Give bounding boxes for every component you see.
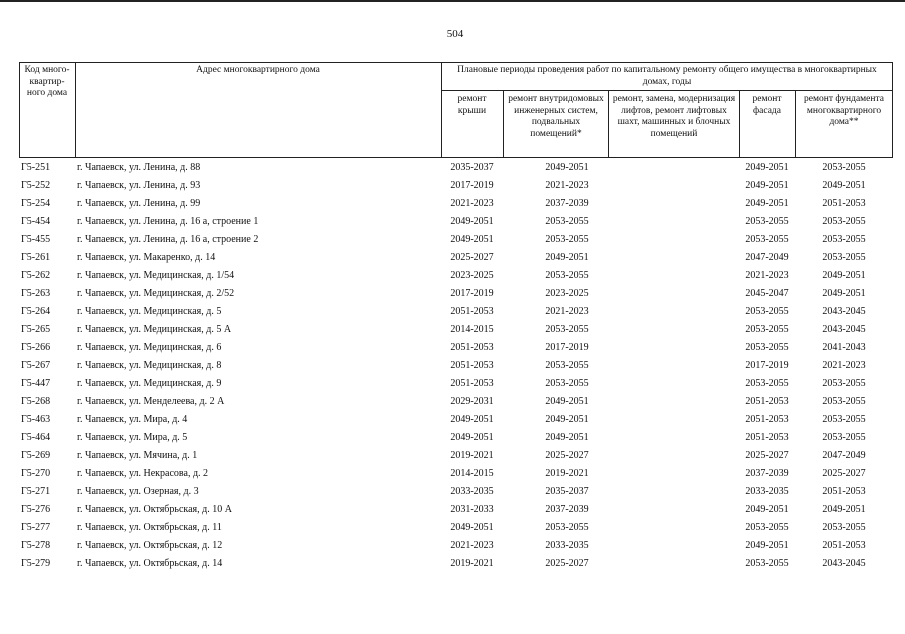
cell-foundation: 2053-2055 <box>822 522 866 533</box>
cell-engineering: 2021-2023 <box>545 180 589 191</box>
header-line-mid <box>441 90 893 91</box>
cell-roof: 2051-2053 <box>450 342 494 353</box>
header-line-v5 <box>739 90 740 158</box>
cell-facade: 2053-2055 <box>745 378 789 389</box>
cell-facade: 2049-2051 <box>745 162 789 173</box>
table-row <box>19 285 893 303</box>
table-header <box>19 62 893 158</box>
header-roof: ремонт крыши <box>457 94 487 116</box>
cell-address: г. Чапаевск, ул. Озерная, д. 3 <box>77 486 199 497</box>
table-row <box>19 375 893 393</box>
cell-foundation: 2053-2055 <box>822 162 866 173</box>
header-facade: ремонт фасада <box>752 94 782 116</box>
cell-facade: 2053-2055 <box>745 522 789 533</box>
table-row <box>19 159 893 177</box>
cell-roof: 2035-2037 <box>450 162 494 173</box>
cell-engineering: 2037-2039 <box>545 504 589 515</box>
header-periods: Плановые периоды проведения работ по капитальному ремонту общего имущества в многоквартирных домах, годы <box>457 65 877 87</box>
cell-foundation: 2049-2051 <box>822 504 866 515</box>
table-row <box>19 321 893 339</box>
cell-foundation: 2053-2055 <box>822 414 866 425</box>
cell-roof: 2017-2019 <box>450 180 494 191</box>
cell-address: г. Чапаевск, ул. Медицинская, д. 2/52 <box>77 288 235 299</box>
cell-roof: 2049-2051 <box>450 432 494 443</box>
table-row <box>19 213 893 231</box>
cell-foundation: 2051-2053 <box>822 540 866 551</box>
cell-engineering: 2049-2051 <box>545 432 589 443</box>
cell-engineering: 2053-2055 <box>545 234 589 245</box>
table-body <box>19 159 893 573</box>
cell-foundation: 2053-2055 <box>822 432 866 443</box>
table-row <box>19 447 893 465</box>
cell-engineering: 2049-2051 <box>545 252 589 263</box>
cell-engineering: 2049-2051 <box>545 414 589 425</box>
cell-facade: 2021-2023 <box>745 270 789 281</box>
header-code: Код много- квартир- ного дома <box>24 65 70 98</box>
cell-address: г. Чапаевск, ул. Мира, д. 5 <box>77 432 188 443</box>
cell-code: Г5-265 <box>21 324 51 335</box>
cell-code: Г5-254 <box>21 198 51 209</box>
cell-facade: 2049-2051 <box>745 180 789 191</box>
page-top-border <box>0 0 905 2</box>
cell-facade: 2025-2027 <box>745 450 789 461</box>
header-line-bottom <box>19 157 893 158</box>
cell-engineering: 2035-2037 <box>545 486 589 497</box>
cell-foundation: 2053-2055 <box>822 234 866 245</box>
cell-foundation: 2043-2045 <box>822 324 866 335</box>
cell-facade: 2045-2047 <box>745 288 789 299</box>
cell-roof: 2014-2015 <box>450 324 494 335</box>
cell-address: г. Чапаевск, ул. Октябрьская, д. 12 <box>77 540 223 551</box>
table-row <box>19 267 893 285</box>
cell-roof: 2021-2023 <box>450 540 494 551</box>
cell-address: г. Чапаевск, ул. Некрасова, д. 2 <box>77 468 209 479</box>
cell-address: г. Чапаевск, ул. Медицинская, д. 5 А <box>77 324 232 335</box>
cell-foundation: 2047-2049 <box>822 450 866 461</box>
header-line-v7 <box>892 62 893 158</box>
cell-code: Г5-263 <box>21 288 51 299</box>
cell-engineering: 2025-2027 <box>545 558 589 569</box>
cell-code: Г5-270 <box>21 468 51 479</box>
cell-facade: 2051-2053 <box>745 432 789 443</box>
cell-foundation: 2051-2053 <box>822 486 866 497</box>
cell-facade: 2047-2049 <box>745 252 789 263</box>
cell-roof: 2051-2053 <box>450 360 494 371</box>
cell-foundation: 2049-2051 <box>822 288 866 299</box>
cell-code: Г5-268 <box>21 396 51 407</box>
table-row <box>19 501 893 519</box>
cell-engineering: 2033-2035 <box>545 540 589 551</box>
cell-engineering: 2053-2055 <box>545 522 589 533</box>
cell-address: г. Чапаевск, ул. Ленина, д. 16 а, строение 2 <box>77 234 259 245</box>
cell-roof: 2025-2027 <box>450 252 494 263</box>
cell-engineering: 2017-2019 <box>545 342 589 353</box>
cell-roof: 2051-2053 <box>450 306 494 317</box>
cell-foundation: 2053-2055 <box>822 252 866 263</box>
cell-facade: 2017-2019 <box>745 360 789 371</box>
cell-engineering: 2049-2051 <box>545 396 589 407</box>
cell-roof: 2017-2019 <box>450 288 494 299</box>
table-row <box>19 411 893 429</box>
cell-roof: 2049-2051 <box>450 522 494 533</box>
cell-address: г. Чапаевск, ул. Октябрьская, д. 11 <box>77 522 222 533</box>
cell-code: Г5-252 <box>21 180 51 191</box>
cell-code: Г5-266 <box>21 342 51 353</box>
cell-address: г. Чапаевск, ул. Макаренко, д. 14 <box>77 252 216 263</box>
header-engineering: ремонт внутридомовых инженерных систем, подвальных помещений* <box>508 94 604 139</box>
cell-engineering: 2053-2055 <box>545 324 589 335</box>
cell-facade: 2049-2051 <box>745 540 789 551</box>
cell-foundation: 2049-2051 <box>822 270 866 281</box>
cell-address: г. Чапаевск, ул. Медицинская, д. 8 <box>77 360 222 371</box>
cell-code: Г5-463 <box>21 414 51 425</box>
table-row <box>19 249 893 267</box>
cell-engineering: 2053-2055 <box>545 360 589 371</box>
table-row <box>19 537 893 555</box>
cell-address: г. Чапаевск, ул. Октябрьская, д. 10 А <box>77 504 232 515</box>
header-lift: ремонт, замена, модернизация лифтов, ремонт лифтовых шахт, машинных и блочных помещений <box>612 94 736 139</box>
cell-address: г. Чапаевск, ул. Ленина, д. 93 <box>77 180 201 191</box>
cell-facade: 2051-2053 <box>745 396 789 407</box>
cell-code: Г5-262 <box>21 270 51 281</box>
cell-foundation: 2053-2055 <box>822 378 866 389</box>
cell-facade: 2053-2055 <box>745 342 789 353</box>
cell-address: г. Чапаевск, ул. Ленина, д. 88 <box>77 162 201 173</box>
cell-code: Г5-267 <box>21 360 51 371</box>
cell-foundation: 2043-2045 <box>822 306 866 317</box>
header-line-v4 <box>608 90 609 158</box>
cell-address: г. Чапаевск, ул. Ленина, д. 99 <box>77 198 201 209</box>
cell-facade: 2037-2039 <box>745 468 789 479</box>
cell-facade: 2033-2035 <box>745 486 789 497</box>
cell-foundation: 2049-2051 <box>822 180 866 191</box>
cell-code: Г5-261 <box>21 252 51 263</box>
cell-engineering: 2019-2021 <box>545 468 589 479</box>
cell-code: Г5-278 <box>21 540 51 551</box>
cell-address: г. Чапаевск, ул. Медицинская, д. 6 <box>77 342 222 353</box>
cell-code: Г5-269 <box>21 450 51 461</box>
cell-roof: 2019-2021 <box>450 450 494 461</box>
cell-engineering: 2037-2039 <box>545 198 589 209</box>
cell-address: г. Чапаевск, ул. Медицинская, д. 1/54 <box>77 270 235 281</box>
cell-code: Г5-279 <box>21 558 51 569</box>
cell-roof: 2029-2031 <box>450 396 494 407</box>
cell-address: г. Чапаевск, ул. Мячина, д. 1 <box>77 450 198 461</box>
table-row <box>19 429 893 447</box>
page-number: 504 <box>446 28 464 40</box>
cell-code: Г5-464 <box>21 432 51 443</box>
cell-engineering: 2053-2055 <box>545 378 589 389</box>
cell-engineering: 2021-2023 <box>545 306 589 317</box>
cell-facade: 2053-2055 <box>745 234 789 245</box>
cell-roof: 2033-2035 <box>450 486 494 497</box>
cell-roof: 2049-2051 <box>450 234 494 245</box>
cell-foundation: 2053-2055 <box>822 216 866 227</box>
cell-roof: 2019-2021 <box>450 558 494 569</box>
cell-foundation: 2043-2045 <box>822 558 866 569</box>
cell-roof: 2021-2023 <box>450 198 494 209</box>
table-row <box>19 393 893 411</box>
cell-facade: 2049-2051 <box>745 504 789 515</box>
table-row <box>19 231 893 249</box>
cell-facade: 2051-2053 <box>745 414 789 425</box>
cell-facade: 2053-2055 <box>745 324 789 335</box>
table-row <box>19 195 893 213</box>
cell-address: г. Чапаевск, ул. Ленина, д. 16 а, строение 1 <box>77 216 259 227</box>
table-row <box>19 303 893 321</box>
cell-roof: 2049-2051 <box>450 216 494 227</box>
header-foundation: ремонт фундамента многоквартирного дома** <box>804 94 884 127</box>
cell-address: г. Чапаевск, ул. Медицинская, д. 5 <box>77 306 222 317</box>
cell-address: г. Чапаевск, ул. Медицинская, д. 9 <box>77 378 222 389</box>
table-row <box>19 339 893 357</box>
cell-facade: 2049-2051 <box>745 198 789 209</box>
header-line-v0 <box>19 62 20 158</box>
cell-facade: 2053-2055 <box>745 306 789 317</box>
header-line-top <box>19 62 893 63</box>
cell-code: Г5-277 <box>21 522 51 533</box>
cell-engineering: 2053-2055 <box>545 270 589 281</box>
cell-roof: 2051-2053 <box>450 378 494 389</box>
cell-code: Г5-454 <box>21 216 51 227</box>
cell-code: Г5-271 <box>21 486 51 497</box>
cell-foundation: 2053-2055 <box>822 396 866 407</box>
cell-foundation: 2021-2023 <box>822 360 866 371</box>
header-address: Адрес многоквартирного дома <box>196 65 320 75</box>
cell-code: Г5-447 <box>21 378 51 389</box>
cell-roof: 2031-2033 <box>450 504 494 515</box>
cell-roof: 2014-2015 <box>450 468 494 479</box>
table-row <box>19 483 893 501</box>
cell-roof: 2023-2025 <box>450 270 494 281</box>
cell-foundation: 2025-2027 <box>822 468 866 479</box>
cell-code: Г5-455 <box>21 234 51 245</box>
table-row <box>19 465 893 483</box>
cell-address: г. Чапаевск, ул. Октябрьская, д. 14 <box>77 558 223 569</box>
header-line-v1 <box>75 62 76 158</box>
cell-address: г. Чапаевск, ул. Мира, д. 4 <box>77 414 188 425</box>
cell-engineering: 2023-2025 <box>545 288 589 299</box>
table-row <box>19 177 893 195</box>
cell-code: Г5-264 <box>21 306 51 317</box>
cell-engineering: 2053-2055 <box>545 216 589 227</box>
cell-code: Г5-276 <box>21 504 51 515</box>
table-row <box>19 555 893 573</box>
cell-roof: 2049-2051 <box>450 414 494 425</box>
cell-foundation: 2051-2053 <box>822 198 866 209</box>
cell-engineering: 2025-2027 <box>545 450 589 461</box>
cell-address: г. Чапаевск, ул. Менделеева, д. 2 А <box>77 396 225 407</box>
header-line-v3 <box>503 90 504 158</box>
table-row <box>19 357 893 375</box>
cell-facade: 2053-2055 <box>745 558 789 569</box>
table-row <box>19 519 893 537</box>
cell-foundation: 2041-2043 <box>822 342 866 353</box>
header-line-v2 <box>441 62 442 158</box>
cell-code: Г5-251 <box>21 162 51 173</box>
cell-engineering: 2049-2051 <box>545 162 589 173</box>
cell-facade: 2053-2055 <box>745 216 789 227</box>
